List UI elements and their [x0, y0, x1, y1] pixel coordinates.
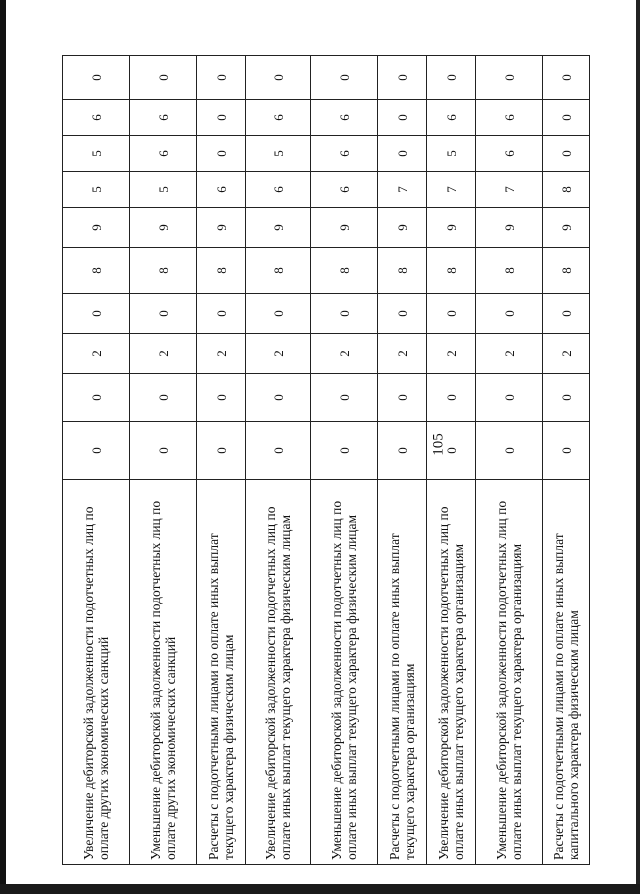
row-description: Уменьшение дебиторской задолженности подотчетных лиц по оплате иных выплат текущего характера организациям: [476, 480, 543, 865]
scan-edge-right: [636, 0, 640, 894]
code-digit-cell: 0: [63, 294, 130, 334]
code-digit-cell: 8: [543, 248, 590, 294]
code-digit-cell: 2: [543, 334, 590, 374]
scan-edge-left: [0, 0, 6, 894]
code-digit-cell: 2: [427, 334, 476, 374]
code-digit-cell: 9: [63, 208, 130, 248]
code-digit-cell: 9: [246, 208, 311, 248]
code-digit-cell: 6: [427, 100, 476, 136]
code-digit-cell: 8: [197, 248, 246, 294]
code-digit-cell: 0: [476, 294, 543, 334]
code-digit-cell: 8: [543, 172, 590, 208]
code-digit-cell: 0: [543, 56, 590, 100]
code-digit-cell: 0: [130, 294, 197, 334]
code-digit-cell: 8: [427, 248, 476, 294]
code-digit-cell: 5: [63, 172, 130, 208]
code-digit-cell: 2: [311, 334, 378, 374]
code-digit-cell: 0: [543, 294, 590, 334]
code-digit-cell: 0: [130, 374, 197, 422]
code-digit-cell: 0: [197, 294, 246, 334]
row-description: Уменьшение дебиторской задолженности подотчетных лиц по оплате других экономических санкций: [130, 480, 197, 865]
code-digit-cell: 0: [543, 374, 590, 422]
table-row: [378, 56, 427, 865]
row-description: Увеличение дебиторской задолженности подотчетных лиц по оплате других экономических санкций: [63, 480, 130, 865]
code-digit-cell: 6: [311, 172, 378, 208]
code-digit-cell: 6: [476, 100, 543, 136]
code-digit-cell: 0: [311, 56, 378, 100]
code-digit-cell: 5: [246, 136, 311, 172]
table-row: [427, 56, 476, 865]
table-row: [197, 56, 246, 865]
code-digit-cell: 8: [476, 248, 543, 294]
code-digit-cell: 0: [246, 374, 311, 422]
code-digit-cell: 0: [427, 422, 476, 480]
code-digit-cell: 8: [378, 248, 427, 294]
code-digit-cell: 0: [246, 422, 311, 480]
code-digit-cell: 8: [246, 248, 311, 294]
code-digit-cell: 9: [197, 208, 246, 248]
code-digit-cell: 0: [130, 422, 197, 480]
scan-edge-bottom: [0, 884, 640, 894]
code-digit-cell: 0: [197, 100, 246, 136]
code-digit-cell: 0: [427, 374, 476, 422]
code-digit-cell: 9: [130, 208, 197, 248]
accounts-table: [62, 55, 590, 865]
code-digit-cell: 0: [476, 422, 543, 480]
code-digit-cell: 0: [378, 374, 427, 422]
code-digit-cell: 0: [378, 100, 427, 136]
code-digit-cell: 6: [246, 172, 311, 208]
table-row: [246, 56, 311, 865]
code-digit-cell: 0: [130, 56, 197, 100]
code-digit-cell: 0: [543, 136, 590, 172]
code-digit-cell: 0: [427, 56, 476, 100]
table-row: [63, 56, 130, 865]
table-row: [311, 56, 378, 865]
accounts-table-region: [62, 65, 581, 865]
code-digit-cell: 0: [246, 56, 311, 100]
code-digit-cell: 2: [476, 334, 543, 374]
code-digit-cell: 0: [378, 136, 427, 172]
code-digit-cell: 8: [63, 248, 130, 294]
code-digit-cell: 0: [378, 294, 427, 334]
code-digit-cell: 5: [63, 136, 130, 172]
code-digit-cell: 0: [378, 422, 427, 480]
code-digit-cell: 6: [130, 100, 197, 136]
code-digit-cell: 0: [427, 294, 476, 334]
code-digit-cell: 2: [63, 334, 130, 374]
code-digit-cell: 6: [197, 172, 246, 208]
code-digit-cell: 0: [378, 56, 427, 100]
code-digit-cell: 9: [543, 208, 590, 248]
table-row: [543, 56, 590, 865]
code-digit-cell: 6: [311, 100, 378, 136]
row-description: Уменьшение дебиторской задолженности подотчетных лиц по оплате иных выплат текущего характера физическим лицам: [311, 480, 378, 865]
page-number: 105: [430, 433, 447, 456]
code-digit-cell: 0: [63, 374, 130, 422]
code-digit-cell: 0: [543, 100, 590, 136]
code-digit-cell: 8: [130, 248, 197, 294]
row-description: Увеличение дебиторской задолженности подотчетных лиц по оплате иных выплат текущего характера организациям: [427, 480, 476, 865]
code-digit-cell: 0: [63, 422, 130, 480]
code-digit-cell: 0: [543, 422, 590, 480]
code-digit-cell: 0: [197, 136, 246, 172]
code-digit-cell: 0: [476, 374, 543, 422]
code-digit-cell: 6: [476, 136, 543, 172]
code-digit-cell: 6: [63, 100, 130, 136]
code-digit-cell: 9: [311, 208, 378, 248]
code-digit-cell: 0: [63, 56, 130, 100]
code-digit-cell: 0: [311, 294, 378, 334]
code-digit-cell: 0: [197, 422, 246, 480]
code-digit-cell: 7: [427, 172, 476, 208]
row-description: Расчеты с подотчетными лицами по оплате иных выплат текущего характера физическим лицам: [197, 480, 246, 865]
code-digit-cell: 9: [378, 208, 427, 248]
code-digit-cell: 0: [197, 56, 246, 100]
code-digit-cell: 2: [197, 334, 246, 374]
code-digit-cell: 5: [427, 136, 476, 172]
code-digit-cell: 9: [427, 208, 476, 248]
code-digit-cell: 2: [378, 334, 427, 374]
code-digit-cell: 9: [476, 208, 543, 248]
code-digit-cell: 0: [311, 422, 378, 480]
table-row: [130, 56, 197, 865]
code-digit-cell: 6: [130, 136, 197, 172]
row-description: Расчеты с подотчетными лицами по оплате иных выплат текущего характера организациям: [378, 480, 427, 865]
row-description: Увеличение дебиторской задолженности подотчетных лиц по оплате иных выплат текущего характера физическим лицам: [246, 480, 311, 865]
code-digit-cell: 6: [311, 136, 378, 172]
code-digit-cell: 0: [311, 374, 378, 422]
code-digit-cell: 5: [130, 172, 197, 208]
code-digit-cell: 0: [246, 294, 311, 334]
code-digit-cell: 0: [197, 374, 246, 422]
table-row: [476, 56, 543, 865]
row-description: Расчеты с подотчетными лицами по оплате иных выплат капитального характера физическим лицам: [543, 480, 590, 865]
code-digit-cell: 0: [476, 56, 543, 100]
code-digit-cell: 2: [246, 334, 311, 374]
code-digit-cell: 2: [130, 334, 197, 374]
code-digit-cell: 7: [378, 172, 427, 208]
code-digit-cell: 8: [311, 248, 378, 294]
code-digit-cell: 7: [476, 172, 543, 208]
code-digit-cell: 6: [246, 100, 311, 136]
